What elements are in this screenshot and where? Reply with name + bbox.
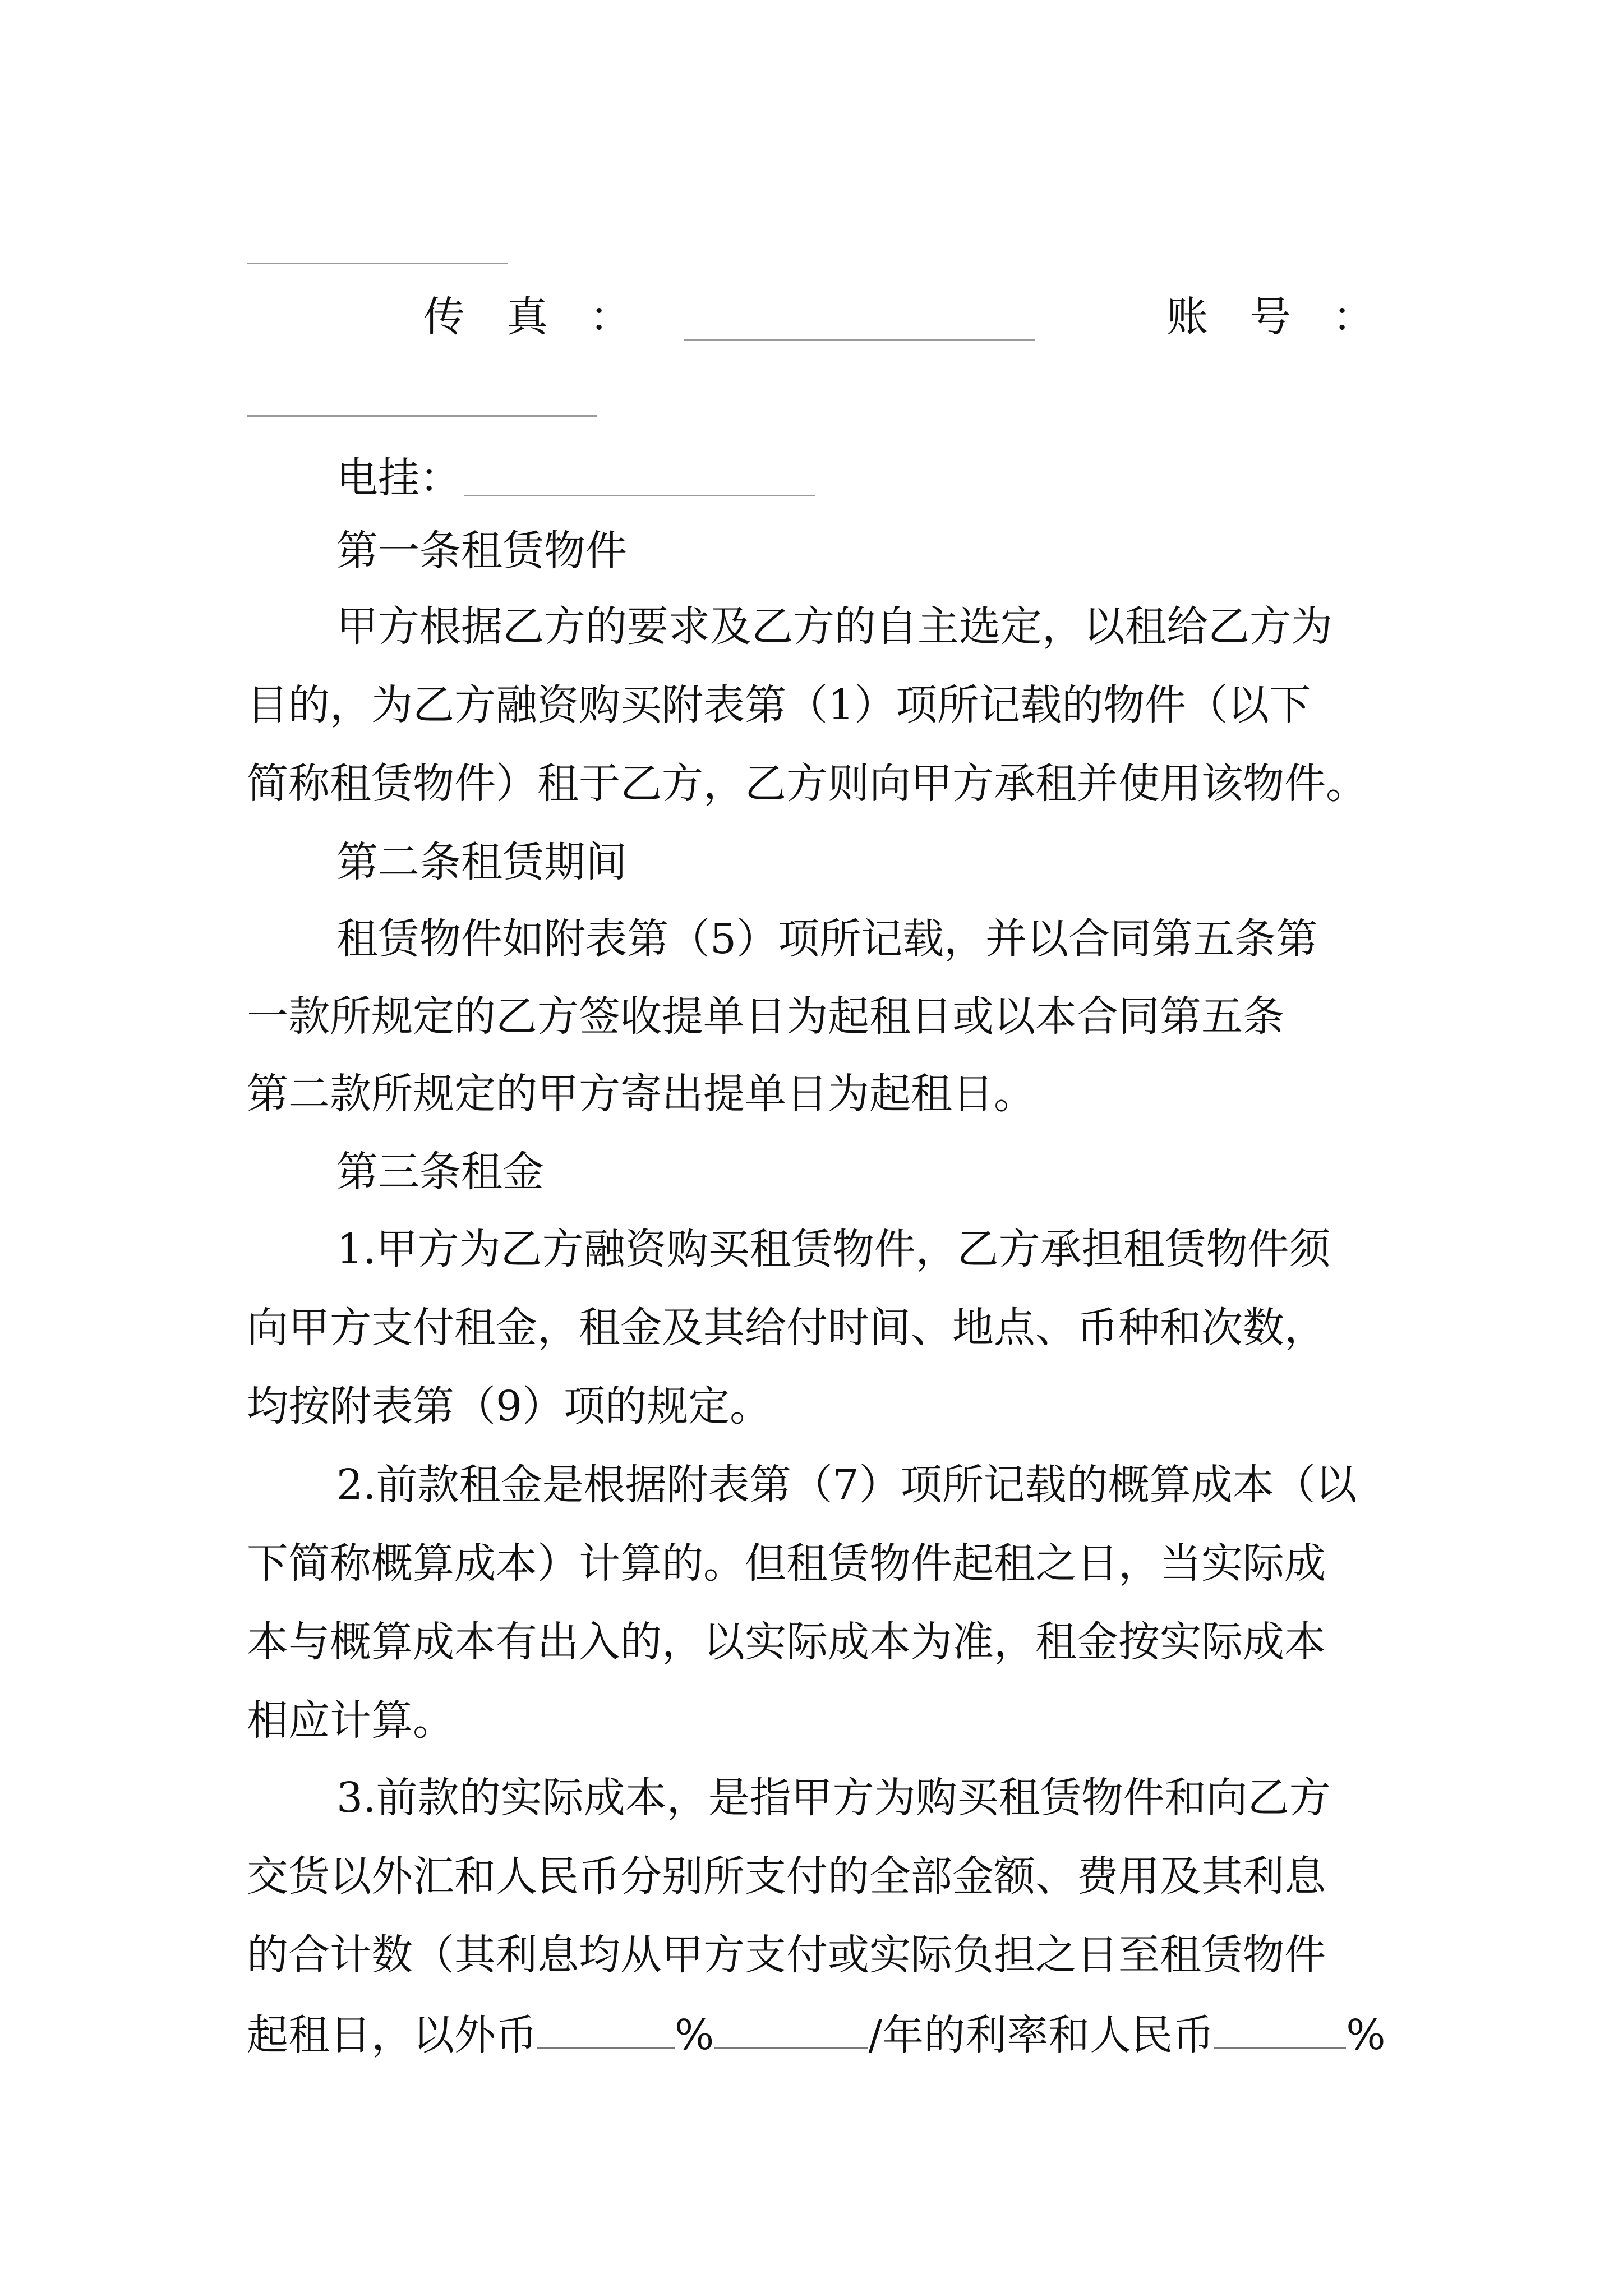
blank-rule-top xyxy=(247,263,508,264)
fax-blank[interactable] xyxy=(684,339,1035,341)
fax-label: 传 真 ： xyxy=(423,293,631,341)
article-1-line-3: 简称租赁物件）租于乙方，乙方则向甲方承租并使用该物件。 xyxy=(247,760,1367,808)
article-3-clause-3-line-2: 交货以外汇和人民币分别所支付的全部金额、费用及其利息 xyxy=(247,1852,1326,1901)
article-3-clause-3-line-3: 的合计数（其利息均从甲方支付或实际负担之日至租赁物件 xyxy=(247,1931,1326,1979)
foreign-rate-blank-2[interactable] xyxy=(714,2013,868,2049)
article-3-clause-2-line-4: 相应计算。 xyxy=(247,1696,454,1745)
percent-sign-1: % xyxy=(675,2011,714,2059)
article-2-line-3: 第二款所规定的甲方寄出提单日为起租日。 xyxy=(247,1070,1035,1118)
foreign-rate-blank[interactable] xyxy=(537,2013,675,2049)
article-3-clause-2-line-2: 下简称概算成本）计算的。但租赁物件起租之日，当实际成 xyxy=(247,1539,1326,1588)
article-3-clause-1-line-2: 向甲方支付租金，租金及其给付时间、地点、币种和次数， xyxy=(247,1304,1326,1352)
rate-text-1b: 起租日，以外币 xyxy=(247,2011,537,2059)
rmb-rate-blank[interactable] xyxy=(1214,2013,1346,2049)
article-3-clause-1-line-3: 均按附表第（9）项的规定。 xyxy=(247,1382,772,1430)
article-3-heading: 第三条租金 xyxy=(336,1148,544,1196)
telegram-label: 电挂： xyxy=(336,454,461,502)
article-3-clause-2-line-3: 本与概算成本有出入的，以实际成本为准，租金按实际成本 xyxy=(247,1618,1326,1666)
telegram-blank[interactable] xyxy=(464,495,815,496)
article-1-line-2: 目的，为乙方融资购买附表第（1）项所记载的物件（以下 xyxy=(247,681,1311,729)
article-3-clause-1-line-1: 1.甲方为乙方融资购买租赁物件，乙方承担租赁物件须 xyxy=(336,1225,1331,1273)
percent-sign-2: % xyxy=(1346,2011,1386,2059)
account-label: 账 号 ： xyxy=(1166,293,1374,341)
account-blank[interactable] xyxy=(247,415,597,417)
article-3-clause-3-line-4 xyxy=(247,2011,1386,2059)
article-2-line-1: 租赁物件如附表第（5）项所记载，并以合同第五条第 xyxy=(336,915,1318,963)
article-1-line-1: 甲方根据乙方的要求及乙方的自主选定，以租给乙方为 xyxy=(336,602,1332,651)
article-1-heading: 第一条租赁物件 xyxy=(336,527,627,575)
article-2-heading: 第二条租赁期间 xyxy=(336,838,627,886)
article-3-clause-2-line-1: 2.前款租金是根据附表第（7）项所记载的概算成本（以 xyxy=(336,1461,1357,1509)
article-3-clause-3-line-1: 3.前款的实际成本，是指甲方为购买租赁物件和向乙方 xyxy=(336,1774,1331,1822)
article-2-line-2: 一款所规定的乙方签收提单日为起租日或以本合同第五条 xyxy=(247,992,1284,1041)
rate-text-2: /年的利率和人民币 xyxy=(868,2011,1215,2059)
